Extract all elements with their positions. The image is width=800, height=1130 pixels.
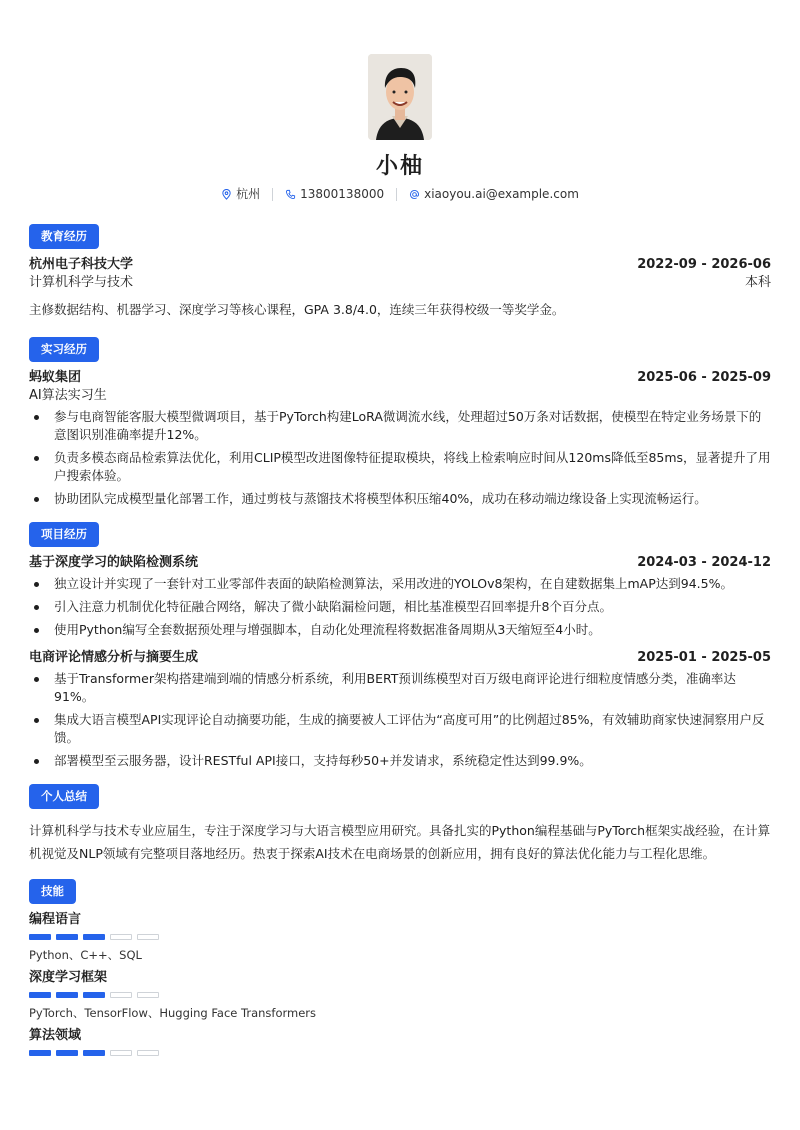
project-dates: 2025-01 - 2025-05 <box>637 650 771 665</box>
skill-level-segment <box>137 934 159 940</box>
list-item <box>29 711 771 747</box>
skill-level-segment <box>56 1050 78 1056</box>
skill-level-segment <box>29 992 51 998</box>
internship-row <box>29 369 771 387</box>
bullet-text: 部署模型至云服务器，设计RESTful API接口，支持每秒50+并发请求，系统稳定性达到99.9%。 <box>54 753 592 768</box>
section-skills <box>29 879 771 1056</box>
project-bullets <box>29 670 771 770</box>
phone-icon <box>285 189 296 200</box>
section-summary <box>29 784 771 865</box>
bullet-text: 使用Python编写全套数据预处理与增强脚本，自动化处理流程将数据准备周期从3天缩短至4小时。 <box>54 622 601 637</box>
bullet-text: 参与电商智能客服大模型微调项目，基于PyTorch构建LoRA微调流水线，处理超过50万条对话数据，使模型在特定业务场景下的意图识别准确率提升12%。 <box>54 409 762 442</box>
major: 计算机科学与技术 <box>29 275 134 290</box>
project-row <box>29 649 771 667</box>
education-subrow <box>29 274 771 292</box>
project-dates: 2024-03 - 2024-12 <box>637 555 771 570</box>
list-item <box>29 670 771 706</box>
bullet-dot <box>34 628 39 633</box>
internship-role: AI算法实习生 <box>29 388 107 403</box>
skill-level-segment <box>29 1050 51 1056</box>
bullet-dot <box>34 677 39 682</box>
bullet-dot <box>34 718 39 723</box>
list-item <box>29 621 771 639</box>
avatar <box>368 54 432 140</box>
section-education <box>29 224 771 320</box>
project-2 <box>29 649 771 770</box>
bullet-text: 独立设计并实现了一套针对工业零部件表面的缺陷检测算法，采用改进的YOLOv8架构，在自建数据集上mAP达到94.5%。 <box>54 576 733 591</box>
skill-level-segment <box>83 1050 105 1056</box>
degree: 本科 <box>744 275 771 290</box>
bullet-dot <box>34 605 39 610</box>
skill-level-segment <box>56 992 78 998</box>
list-item <box>29 598 771 616</box>
school-name: 杭州电子科技大学 <box>29 257 134 272</box>
skill-3 <box>29 1027 771 1056</box>
section-heading-skills: 技能 <box>29 879 76 904</box>
bullet-dot <box>34 456 39 461</box>
bullet-text: 集成大语言模型API实现评论自动摘要功能，生成的摘要被人工评估为“高度可用”的比例超过85%，有效辅助商家快速洞察用户反馈。 <box>54 712 765 745</box>
project-row <box>29 554 771 572</box>
list-item <box>29 408 771 444</box>
location-pin-icon <box>221 189 232 200</box>
bullet-dot <box>34 415 39 420</box>
candidate-name: 小柚 <box>375 154 424 179</box>
skill-level <box>29 992 771 998</box>
list-item <box>29 575 771 593</box>
at-sign-icon <box>409 189 420 200</box>
skill-level-segment <box>110 934 132 940</box>
phone-text: 13800138000 <box>300 187 385 201</box>
skill-level-segment <box>137 1050 159 1056</box>
email-link[interactable]: xiaoyou.ai@example.com <box>424 187 579 201</box>
skill-level <box>29 934 771 940</box>
bullet-dot <box>34 582 39 587</box>
skill-1 <box>29 911 771 963</box>
section-projects <box>29 522 771 770</box>
skill-name: 编程语言 <box>29 912 82 927</box>
skill-level-segment <box>29 934 51 940</box>
location-text: 杭州 <box>236 187 261 201</box>
bullet-text: 协助团队完成模型量化部署工作，通过剪枝与蒸馏技术将模型体积压缩40%，成功在移动端边缘设备上实现流畅运行。 <box>54 491 707 506</box>
internship-dates: 2025-06 - 2025-09 <box>637 370 771 385</box>
project-bullets <box>29 575 771 639</box>
list-item <box>29 449 771 485</box>
contact-bar <box>29 186 771 202</box>
skill-detail: PyTorch、TensorFlow、Hugging Face Transformers <box>29 1006 317 1020</box>
skill-level-segment <box>137 992 159 998</box>
section-heading-projects: 项目经历 <box>29 522 99 547</box>
list-item <box>29 752 771 770</box>
skill-name: 算法领域 <box>29 1028 82 1043</box>
education-description: 主修数据结构、机器学习、深度学习等核心课程，GPA 3.8/4.0，连续三年获得校级一等奖学金。 <box>29 302 565 317</box>
list-item <box>29 490 771 508</box>
education-row <box>29 256 771 274</box>
project-title: 基于深度学习的缺陷检测系统 <box>29 555 199 570</box>
skill-detail: Python、C++、SQL <box>29 948 142 962</box>
section-heading-education: 教育经历 <box>29 224 99 249</box>
bullet-text: 引入注意力机制优化特征融合网络，解决了微小缺陷漏检问题，相比基准模型召回率提升8个百分点。 <box>54 599 612 614</box>
contact-email[interactable] <box>409 186 579 202</box>
bullet-text: 负责多模态商品检索算法优化，利用CLIP模型改进图像特征提取模块，将线上检索响应时间从120ms降低至85ms，显著提升了用户搜索体验。 <box>54 450 771 483</box>
section-heading-summary: 个人总结 <box>29 784 99 809</box>
contact-location <box>221 186 260 202</box>
skill-2 <box>29 969 771 1021</box>
company-name: 蚂蚁集团 <box>29 370 82 385</box>
internship-subrow <box>29 387 771 405</box>
summary-text: 计算机科学与技术专业应届生，专注于深度学习与大语言模型应用研究。具备扎实的Python编程基础与PyTorch框架实战经验，在计算机视觉及NLP领域有完整项目落地经历。热衷于探索AI技术在电商场景的创新应用，拥有良好的算法优化能力与工程化思维。 <box>29 823 771 861</box>
contact-phone <box>285 186 384 202</box>
project-title: 电商评论情感分析与摘要生成 <box>29 650 199 665</box>
bullet-dot <box>34 759 39 764</box>
divider <box>396 188 397 201</box>
section-heading-internship: 实习经历 <box>29 337 99 362</box>
skill-level <box>29 1050 771 1056</box>
skill-level-segment <box>56 934 78 940</box>
bullet-dot <box>34 497 39 502</box>
divider <box>272 188 273 201</box>
skill-level-segment <box>83 934 105 940</box>
section-internship <box>29 337 771 508</box>
internship-bullets <box>29 408 771 508</box>
skill-level-segment <box>83 992 105 998</box>
skill-name: 深度学习框架 <box>29 970 108 985</box>
project-1 <box>29 554 771 639</box>
skill-level-segment <box>110 992 132 998</box>
resume-header <box>29 0 771 202</box>
education-dates: 2022-09 - 2026-06 <box>637 257 771 272</box>
bullet-text: 基于Transformer架构搭建端到端的情感分析系统，利用BERT预训练模型对百万级电商评论进行细粒度情感分类，准确率达91%。 <box>54 671 736 704</box>
skill-level-segment <box>110 1050 132 1056</box>
